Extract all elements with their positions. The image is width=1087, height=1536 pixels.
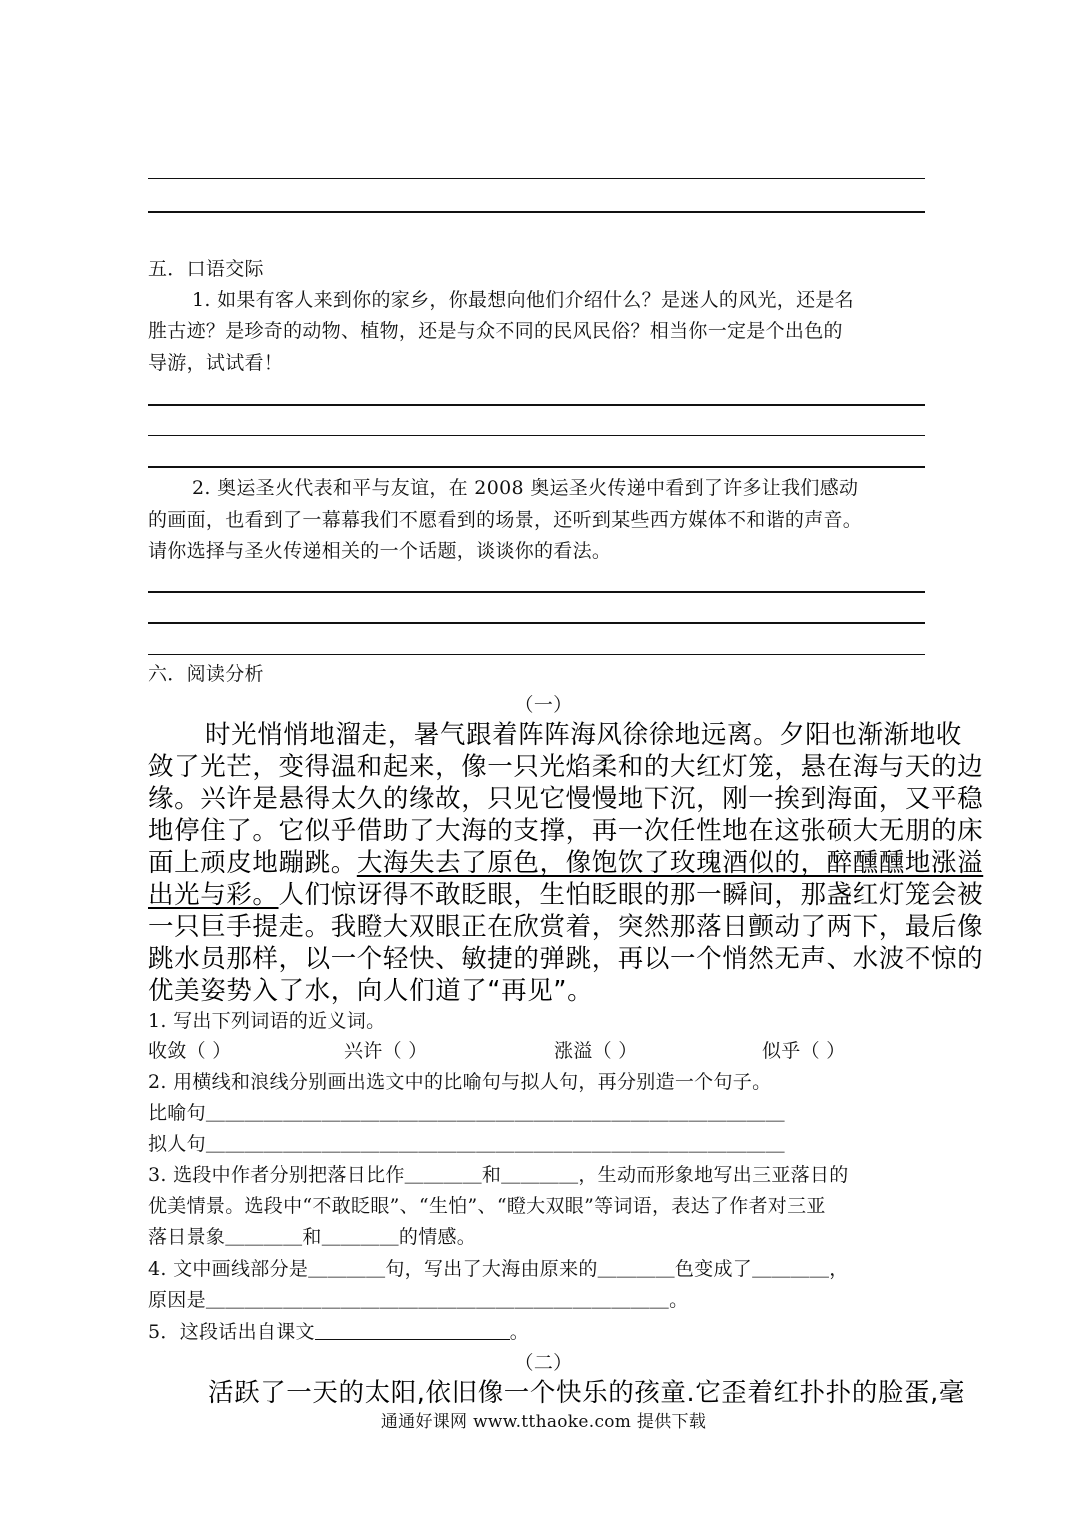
- synonym-item: 涨溢（ ）: [554, 1040, 638, 1062]
- answer-line: [148, 466, 925, 468]
- question-1-line: 胜古迹？是珍奇的动物、植物，还是与众不同的民风民俗？相当你一定是个出色的: [148, 320, 843, 342]
- answer-line: [148, 435, 925, 436]
- footer-text: 通通好课网 www.tthaoke.com 提供下载: [380, 1412, 707, 1432]
- passage-line: 缘。兴许是悬得太久的缘故，只见它慢慢地下沉，刚一挨到海面，又平稳: [148, 784, 984, 814]
- underlined-sentence: 出光与彩。: [148, 880, 279, 910]
- question-2-line: 的画面，也看到了一幕幕我们不愿看到的场景，还听到某些西方媒体不和谐的声音。: [148, 509, 863, 531]
- passage-text: 面上顽皮地蹦跳。: [148, 848, 357, 878]
- passage-line: 时光悄悄地溜走，暑气跟着阵阵海风徐徐地远离。夕阳也渐渐地收: [205, 720, 962, 750]
- question-5-suffix: 。: [509, 1321, 530, 1343]
- question-2-line: 2. 奥运圣火代表和平与友谊，在 2008 奥运圣火传递中看到了许多让我们感动: [192, 477, 859, 499]
- question-3-line: 落日景象＿＿＿＿和＿＿＿＿的情感。: [148, 1226, 477, 1248]
- question-5-prefix: 5．这段话出自课文: [148, 1321, 315, 1343]
- question-2-prompt: 2. 用横线和浪线分别画出选文中的比喻句与拟人句，再分别造一个句子。: [148, 1071, 772, 1093]
- passage-line: 活跃了一天的太阳,依旧像一个快乐的孩童.它歪着红扑扑的脸蛋,毫: [208, 1378, 965, 1408]
- question-3-line: 3. 选段中作者分别把落日比作＿＿＿＿和＿＿＿＿，生动而形象地写出三亚落日的: [148, 1164, 849, 1186]
- passage-line: [148, 880, 983, 912]
- passage-line: 敛了光芒，变得温和起来，像一只光焰柔和的大红灯笼，悬在海与天的边: [148, 752, 984, 782]
- part-title-one: （一）: [514, 694, 573, 716]
- question-1-prompt: 1. 写出下列词语的近义词。: [148, 1010, 386, 1032]
- answer-line: [148, 404, 925, 406]
- answer-line: [148, 591, 925, 593]
- question-3-line: 优美情景。选段中“不敢眨眼”、“生怕”、“瞪大双眼”等词语，表达了作者对三亚: [148, 1195, 826, 1217]
- question-4-line: 4. 文中画线部分是＿＿＿＿句，写出了大海由原来的＿＿＿＿色变成了＿＿＿＿，: [148, 1258, 849, 1280]
- answer-line: [148, 211, 925, 213]
- answer-line: [148, 654, 925, 655]
- synonym-item: 兴许（ ）: [344, 1040, 428, 1062]
- passage-line: 地停住了。它似乎借助了大海的支撑，再一次任性地在这张硕大无朋的床: [148, 816, 984, 846]
- underlined-sentence: 大海失去了原色，像饱饮了玫瑰酒似的，醉醺醺地涨溢: [356, 848, 984, 878]
- question-4-line: 原因是＿＿＿＿＿＿＿＿＿＿＿＿＿＿＿＿＿＿＿＿＿＿＿＿。: [148, 1289, 689, 1311]
- section-heading-oral: 五．口语交际: [148, 258, 264, 280]
- question-1-line: 1. 如果有客人来到你的家乡，你最想向他们介绍什么？是迷人的风光，还是名: [192, 289, 854, 311]
- passage-line: 跳水员那样，以一个轻快、敏捷的弹跳，再以一个悄然无声、水波不惊的: [148, 944, 984, 974]
- answer-line: [148, 622, 925, 624]
- question-2-line: 请你选择与圣火传递相关的一个话题，谈谈你的看法。: [148, 540, 612, 562]
- part-title-two: （二）: [514, 1352, 573, 1374]
- personification-line: 拟人句＿＿＿＿＿＿＿＿＿＿＿＿＿＿＿＿＿＿＿＿＿＿＿＿＿＿＿＿＿＿: [148, 1133, 785, 1155]
- passage-text: 人们惊讶得不敢眨眼，生怕眨眼的那一瞬间，那盏红灯笼会被: [278, 880, 984, 910]
- simile-line: 比喻句＿＿＿＿＿＿＿＿＿＿＿＿＿＿＿＿＿＿＿＿＿＿＿＿＿＿＿＿＿＿: [148, 1102, 785, 1124]
- passage-line: [148, 848, 983, 880]
- question-5-line: [148, 1317, 529, 1348]
- fill-in-blank: [315, 1319, 510, 1340]
- section-heading-reading: 六．阅读分析: [148, 663, 264, 685]
- synonym-item: 似乎（ ）: [762, 1040, 846, 1062]
- question-1-line: 导游，试试看！: [148, 352, 284, 374]
- passage-line: 一只巨手提走。我瞪大双眼正在欣赏着，突然那落日颤动了两下，最后像: [148, 912, 984, 942]
- answer-line: [148, 178, 925, 179]
- synonym-item: 收敛（ ）: [148, 1040, 232, 1062]
- passage-line: 优美姿势入了水，向人们道了“再见”。: [148, 976, 594, 1006]
